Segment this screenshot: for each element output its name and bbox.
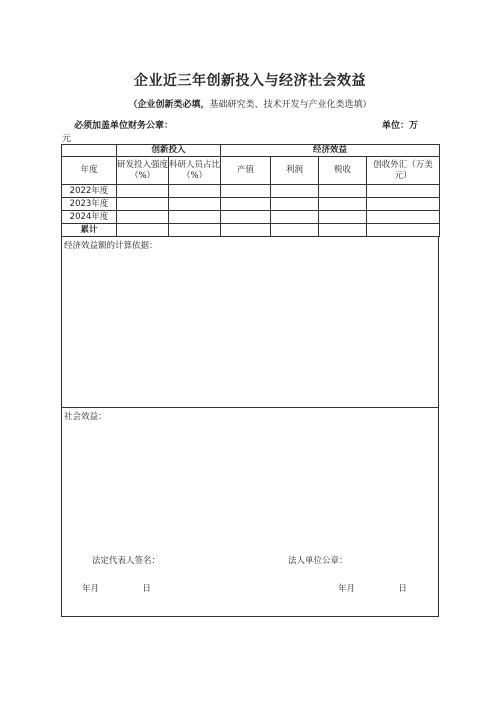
header-tax: 税收 (319, 157, 367, 185)
calc-basis-section[interactable] (61, 237, 439, 408)
cell-input[interactable] (221, 185, 271, 198)
header-economic-benefit: 经济效益 (221, 145, 440, 157)
header-innovation-input: 创新投入 (117, 145, 221, 157)
date-year-month: 年月 (338, 584, 356, 594)
page-title: 企业近三年创新投入与经济社会效益 (134, 73, 366, 89)
header-output: 产值 (221, 157, 271, 185)
cell-input[interactable] (221, 211, 271, 224)
cell-input[interactable] (271, 185, 319, 198)
cell-input[interactable] (117, 211, 169, 224)
date-day: 日 (398, 584, 407, 594)
cell-input[interactable] (319, 198, 367, 211)
date-year-month: 年月 (82, 584, 100, 594)
signature-date-right (338, 582, 407, 594)
cell-input[interactable] (221, 198, 271, 211)
cell-input[interactable] (221, 224, 271, 237)
subtitle-optional-note: 基础研究类、技术开发与产业化类选填） (209, 100, 372, 110)
cell-input[interactable] (367, 185, 440, 198)
row-total-label: 累计 (62, 224, 117, 237)
header-rd-intensity: 研发投入强度（%） (117, 157, 169, 185)
cell-input[interactable] (367, 224, 440, 237)
unit-label-wrap: 元 (62, 134, 72, 144)
social-benefit-section[interactable] (61, 408, 439, 617)
cell-input[interactable] (117, 198, 169, 211)
cell-input[interactable] (117, 185, 169, 198)
cell-input[interactable] (271, 211, 319, 224)
legal-entity-seal-label: 法人单位公章： (288, 556, 348, 566)
cell-input[interactable] (169, 198, 221, 211)
cell-input[interactable] (117, 224, 169, 237)
cell-input[interactable] (169, 224, 221, 237)
unit-label: 单位：万 (382, 121, 419, 131)
cell-input[interactable] (319, 224, 367, 237)
social-benefit-label: 社会效益： (64, 412, 107, 422)
subtitle (0, 97, 500, 110)
header-researcher-ratio: 科研人员占比（%） (169, 157, 221, 185)
cell-input[interactable] (319, 211, 367, 224)
legal-rep-signature-label: 法定代表人签名： (92, 556, 161, 566)
header-profit: 利润 (271, 157, 319, 185)
header-forex: 创收外汇（万美元） (367, 157, 440, 185)
cell-input[interactable] (271, 198, 319, 211)
cell-input[interactable] (367, 211, 440, 224)
finance-stamp-label: 必须加盖单位财务公章： (74, 121, 174, 131)
header-blank (62, 145, 117, 157)
investment-benefit-table (61, 144, 440, 237)
signature-date-left (82, 582, 151, 594)
date-day: 日 (142, 584, 151, 594)
header-year: 年度 (62, 157, 117, 185)
row-year-label: 2024年度 (62, 211, 117, 224)
cell-input[interactable] (367, 198, 440, 211)
calc-basis-label: 经济效益额的计算依据： (64, 241, 158, 251)
cell-input[interactable] (169, 211, 221, 224)
cell-input[interactable] (319, 185, 367, 198)
row-year-label: 2022年度 (62, 185, 117, 198)
cell-input[interactable] (271, 224, 319, 237)
subtitle-required-note: （企业创新类必填， (128, 100, 210, 110)
row-year-label: 2023年度 (62, 198, 117, 211)
cell-input[interactable] (169, 185, 221, 198)
